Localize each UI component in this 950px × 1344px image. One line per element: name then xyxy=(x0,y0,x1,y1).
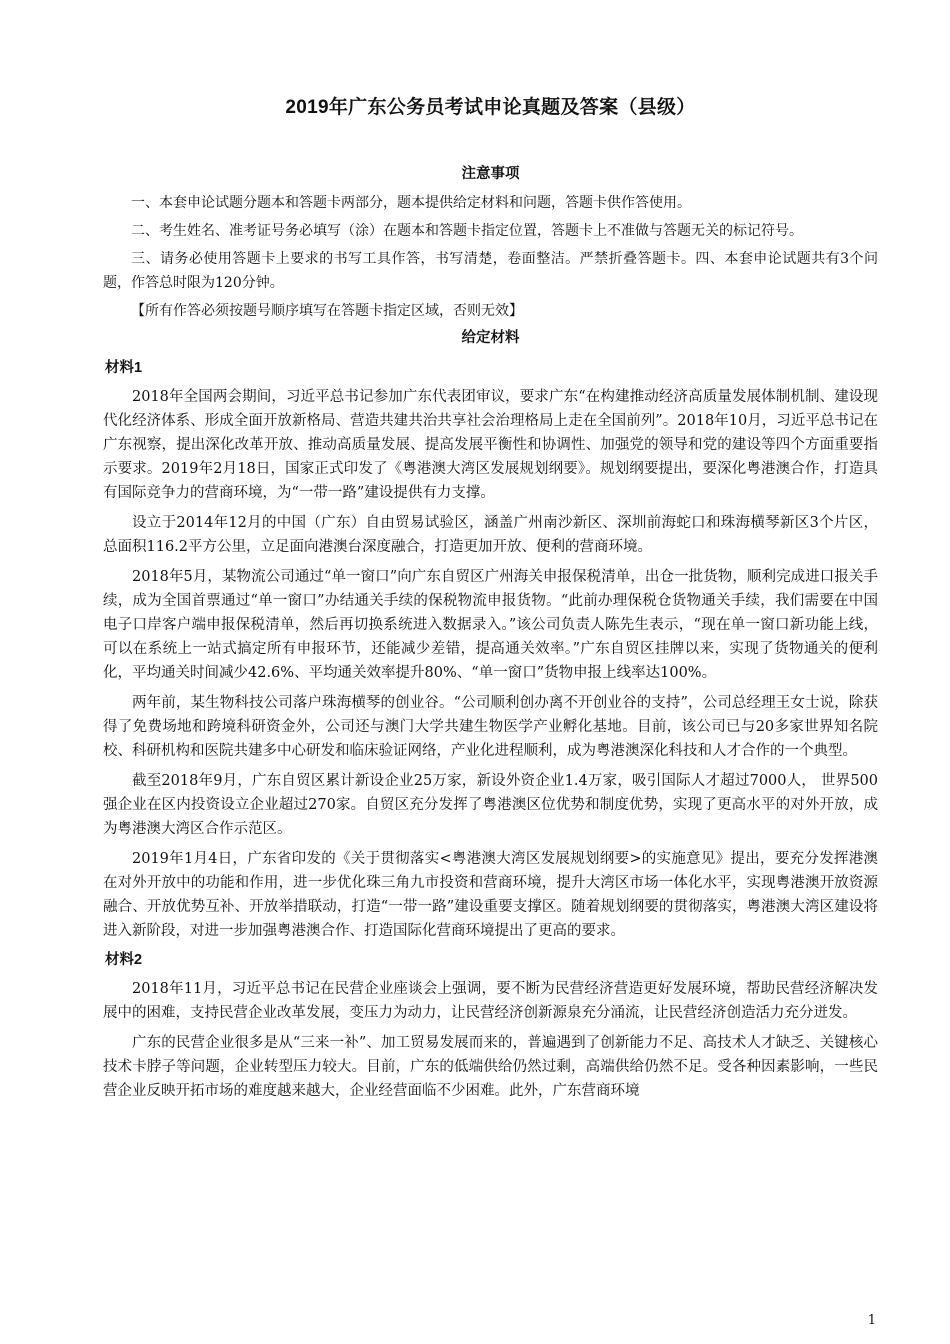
notice-item: 三、请务必使用答题卡上要求的书写工具作答，书写清楚，卷面整洁。严禁折叠答题卡。四、本套申论试题共有3个问题，作答总时限为120分钟。 xyxy=(103,251,878,291)
material-paragraph: 两年前，某生物科技公司落户珠海横琴的创业谷。“公司顺利创办离不开创业谷的支持”，公司总经理王女士说，除获得了免费场地和跨境科研资金外，公司还与澳门大学共建生物医学产业孵化基地。目前，该公司已与20多家世界知名院校、科研机构和医院共建多中心研发和临床验证网络，产业化进程顺利，成为粤港澳深化科技和人才合作的一个典型。 xyxy=(103,695,878,759)
material-paragraph: 2019年1月4日，广东省印发的《关于贯彻落实<粤港澳大湾区发展规划纲要>的实施意见》提出，要充分发挥港澳在对外开放中的功能和作用，进一步优化珠三角九市投资和营商环境，提升大湾区市场一体化水平，实现粤港澳开放资源融合、开放优势互补、开放举措联动，打造“一带一路”建设重要支撑区。随着规划纲要的贯彻落实，粤港澳大湾区建设将进入新阶段，对进一步加强粤港澳合作、打造国际化营商环境提出了更高的要求。 xyxy=(103,851,878,939)
material-paragraph: 2018年11月，习近平总书记在民营企业座谈会上强调，要不断为民营经济营造更好发展环境，帮助民营经济解决发展中的困难，支持民营企业改革发展，变压力为动力，让民营经济创新源泉充分涌流，让民营经济创造活力充分迸发。 xyxy=(103,981,878,1021)
notice-section xyxy=(103,191,878,323)
material-paragraph: 2018年5月，某物流公司通过“单一窗口”向广东自贸区广州海关申报保税清单，出仓一批货物，顺利完成进口报关手续，成为全国首票通过“单一窗口”办结通关手续的保税物流申报货物。“此前办理保税仓货物通关手续，我们需要在中国电子口岸客户端申报保税清单，然后再切换系统进入数据录入。”该公司负责人陈先生表示，“现在单一窗口新功能上线，可以在系统上一站式搞定所有申报环节，还能减少差错，提高通关效率。”广东自贸区挂牌以来，实现了货物通关的便利化，平均通关时间减少42.6%、平均通关效率提升80%、“单一窗口”货物申报上线率达100%。 xyxy=(103,569,878,681)
material-paragraph: 设立于2014年12月的中国（广东）自由贸易试验区，涵盖广州南沙新区、深圳前海蛇口和珠海横琴新区3个片区，总面积116.2平方公里，立足面向港澳台深度融合，打造更加开放、便利的营商环境。 xyxy=(103,515,878,555)
material-paragraph: 2018年全国两会期间，习近平总书记参加广东代表团审议，要求广东“在构建推动经济高质量发展体制机制、建设现代化经济体系、形成全面开放新格局、营造共建共治共享社会治理格局上走在全国前列”。2018年10月，习近平总书记在广东视察，提出深化改革开放、推动高质量发展、提高发展平衡性和协调性、加强党的领导和党的建设等四个方面重要指示要求。2019年2月18日，国家正式印发了《粤港澳大湾区发展规划纲要》。规划纲要提出，要深化粤港澳合作，打造具有国际竞争力的营商环境，为“一带一路”建设提供有力支撑。 xyxy=(103,389,878,501)
material-title: 材料1 xyxy=(105,360,143,376)
notice-emphasis: 【所有作答必须按题号顺序填写在答题卡指定区域，否则无效】 xyxy=(131,303,523,319)
notice-item: 二、考生姓名、准考证号务必填写（涂）在题本和答题卡指定位置，答题卡上不准做与答题无关的标记符号。 xyxy=(131,223,803,239)
page-content xyxy=(103,92,878,1109)
material-title: 材料2 xyxy=(105,952,143,968)
materials-heading: 给定材料 xyxy=(461,330,520,346)
material-1 xyxy=(103,357,878,943)
notice-heading: 注意事项 xyxy=(461,166,520,182)
notice-item: 一、本套申论试题分题本和答题卡两部分，题本提供给定材料和问题，答题卡供作答使用。 xyxy=(131,195,691,211)
material-paragraph: 截至2018年9月，广东自贸区累计新设企业25万家，新设外资企业1.4万家，吸引国际人才超过7000人， 世界500强企业在区内投资设立企业超过270家。自贸区充分发挥了粤港澳区位优势和制度优势，实现了更高水平的对外开放，成为粤港澳大湾区合作示范区。 xyxy=(103,773,878,837)
material-paragraph: 广东的民营企业很多是从“三来一补”、加工贸易发展而来的，普遍遇到了创新能力不足、高技术人才缺乏、关键核心技术卡脖子等问题，企业转型压力较大。目前，广东的低端供给仍然过剩，高端供给仍然不足。受各种因素影响，一些民营企业反映开拓市场的难度越来越大，企业经营面临不少困难。此外，广东营商环境 xyxy=(103,1035,878,1099)
page-number: 1 xyxy=(867,1313,876,1328)
document-title: 2019年广东公务员考试申论真题及答案（县级） xyxy=(285,97,696,118)
material-2 xyxy=(103,949,878,1103)
